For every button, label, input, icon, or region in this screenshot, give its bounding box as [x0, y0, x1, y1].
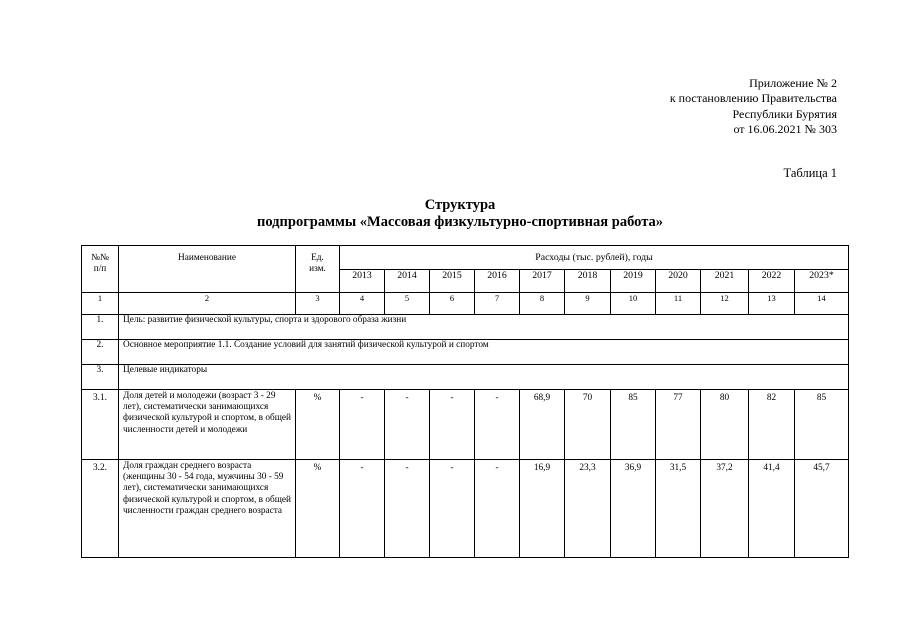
column-number-cell: 2 — [119, 293, 296, 315]
appendix-line: Республики Бурятия — [732, 106, 837, 121]
year-cell: 2018 — [565, 270, 611, 293]
year-cell: 2019 — [611, 270, 656, 293]
title-line: Структура — [424, 197, 496, 213]
indicator-name: Доля граждан среднего возраста (женщины 30 - 54 года, мужчины 30 - 59 лет), систематически занимающихся физической культурой и спортом, в общей численности граждан среднего возраста — [119, 460, 296, 558]
indicator-value: 77 — [656, 390, 701, 460]
indicator-value: - — [475, 390, 520, 460]
section-row-goal — [82, 315, 849, 340]
column-numbers-row — [82, 293, 849, 315]
appendix-line: от 16.06.2021 № 303 — [733, 121, 837, 136]
section-text: Основное мероприятие 1.1. Создание условий для занятий физической культурой и спортом — [119, 340, 849, 365]
indicator-value: 31,5 — [656, 460, 701, 558]
header-row — [82, 246, 849, 270]
indicator-value: - — [385, 460, 430, 558]
indicator-number: 3.1. — [82, 390, 119, 460]
year-cell: 2021 — [701, 270, 749, 293]
indicator-value: 23,3 — [565, 460, 611, 558]
indicator-value: - — [340, 460, 385, 558]
appendix-line: Приложение № 2 — [749, 76, 837, 90]
column-number-cell: 3 — [296, 293, 340, 315]
section-text: Цель: развитие физической культуры, спорта и здорового образа жизни — [119, 315, 849, 340]
year-cell: 2016 — [475, 270, 520, 293]
indicator-value: 41,4 — [749, 460, 795, 558]
header-unit-cell — [296, 246, 340, 293]
header-number-label: №№ — [91, 253, 109, 263]
indicator-unit: % — [296, 390, 340, 460]
indicator-value: 37,2 — [701, 460, 749, 558]
column-number-cell: 12 — [701, 293, 749, 315]
year-cell: 2023* — [795, 270, 849, 293]
table-label: Таблица 1 — [783, 166, 837, 180]
indicator-value: 45,7 — [795, 460, 849, 558]
indicator-value: 80 — [701, 390, 749, 460]
indicator-number: 3.2. — [82, 460, 119, 558]
title-line: подпрограммы «Массовая физкультурно-спортивная работа» — [257, 214, 663, 230]
indicator-value: 16,9 — [520, 460, 565, 558]
year-cell: 2017 — [520, 270, 565, 293]
year-cell: 2020 — [656, 270, 701, 293]
year-cell: 2014 — [385, 270, 430, 293]
section-number: 2. — [82, 340, 119, 365]
header-number-label: п/п — [93, 264, 107, 275]
header-expenses-cell: Расходы (тыс. рублей), годы — [340, 246, 849, 270]
column-number-cell: 4 — [340, 293, 385, 315]
indicator-row — [82, 460, 849, 558]
column-number-cell: 14 — [795, 293, 849, 315]
appendix-line: к постановлению Правительства — [669, 91, 837, 106]
indicator-value: 82 — [749, 390, 795, 460]
indicator-unit: % — [296, 460, 340, 558]
column-number-cell: 6 — [430, 293, 475, 315]
section-row-indicators — [82, 365, 849, 390]
indicator-value: - — [385, 390, 430, 460]
column-number-cell: 9 — [565, 293, 611, 315]
indicator-value: 85 — [795, 390, 849, 460]
header-unit-label: изм. — [309, 264, 326, 275]
indicator-value: - — [475, 460, 520, 558]
indicator-value: 68,9 — [520, 390, 565, 460]
indicator-value: 36,9 — [611, 460, 656, 558]
column-number-cell: 8 — [520, 293, 565, 315]
appendix-note — [670, 76, 837, 137]
indicator-row — [82, 390, 849, 460]
column-number-cell: 5 — [385, 293, 430, 315]
indicator-value: 85 — [611, 390, 656, 460]
header-number-cell — [82, 246, 119, 293]
header-name-cell: Наименование — [119, 246, 296, 293]
column-number-cell: 7 — [475, 293, 520, 315]
header-unit-label: Ед. — [311, 253, 324, 263]
column-number-cell: 13 — [749, 293, 795, 315]
section-text: Целевые индикаторы — [119, 365, 849, 390]
section-number: 1. — [82, 315, 119, 340]
column-number-cell: 10 — [611, 293, 656, 315]
indicator-value: - — [430, 390, 475, 460]
structure-table — [81, 245, 849, 558]
column-number-cell: 1 — [82, 293, 119, 315]
indicator-name: Доля детей и молодежи (возраст 3 - 29 лет), систематически занимающихся физической культурой и спортом, в общей численности детей и молодежи — [119, 390, 296, 460]
indicator-value: - — [430, 460, 475, 558]
year-cell: 2013 — [340, 270, 385, 293]
year-cell: 2015 — [430, 270, 475, 293]
section-number: 3. — [82, 365, 119, 390]
column-number-cell: 11 — [656, 293, 701, 315]
year-cell: 2022 — [749, 270, 795, 293]
section-row-main-activity — [82, 340, 849, 365]
document-title — [0, 197, 905, 231]
indicator-value: 70 — [565, 390, 611, 460]
indicator-value: - — [340, 390, 385, 460]
